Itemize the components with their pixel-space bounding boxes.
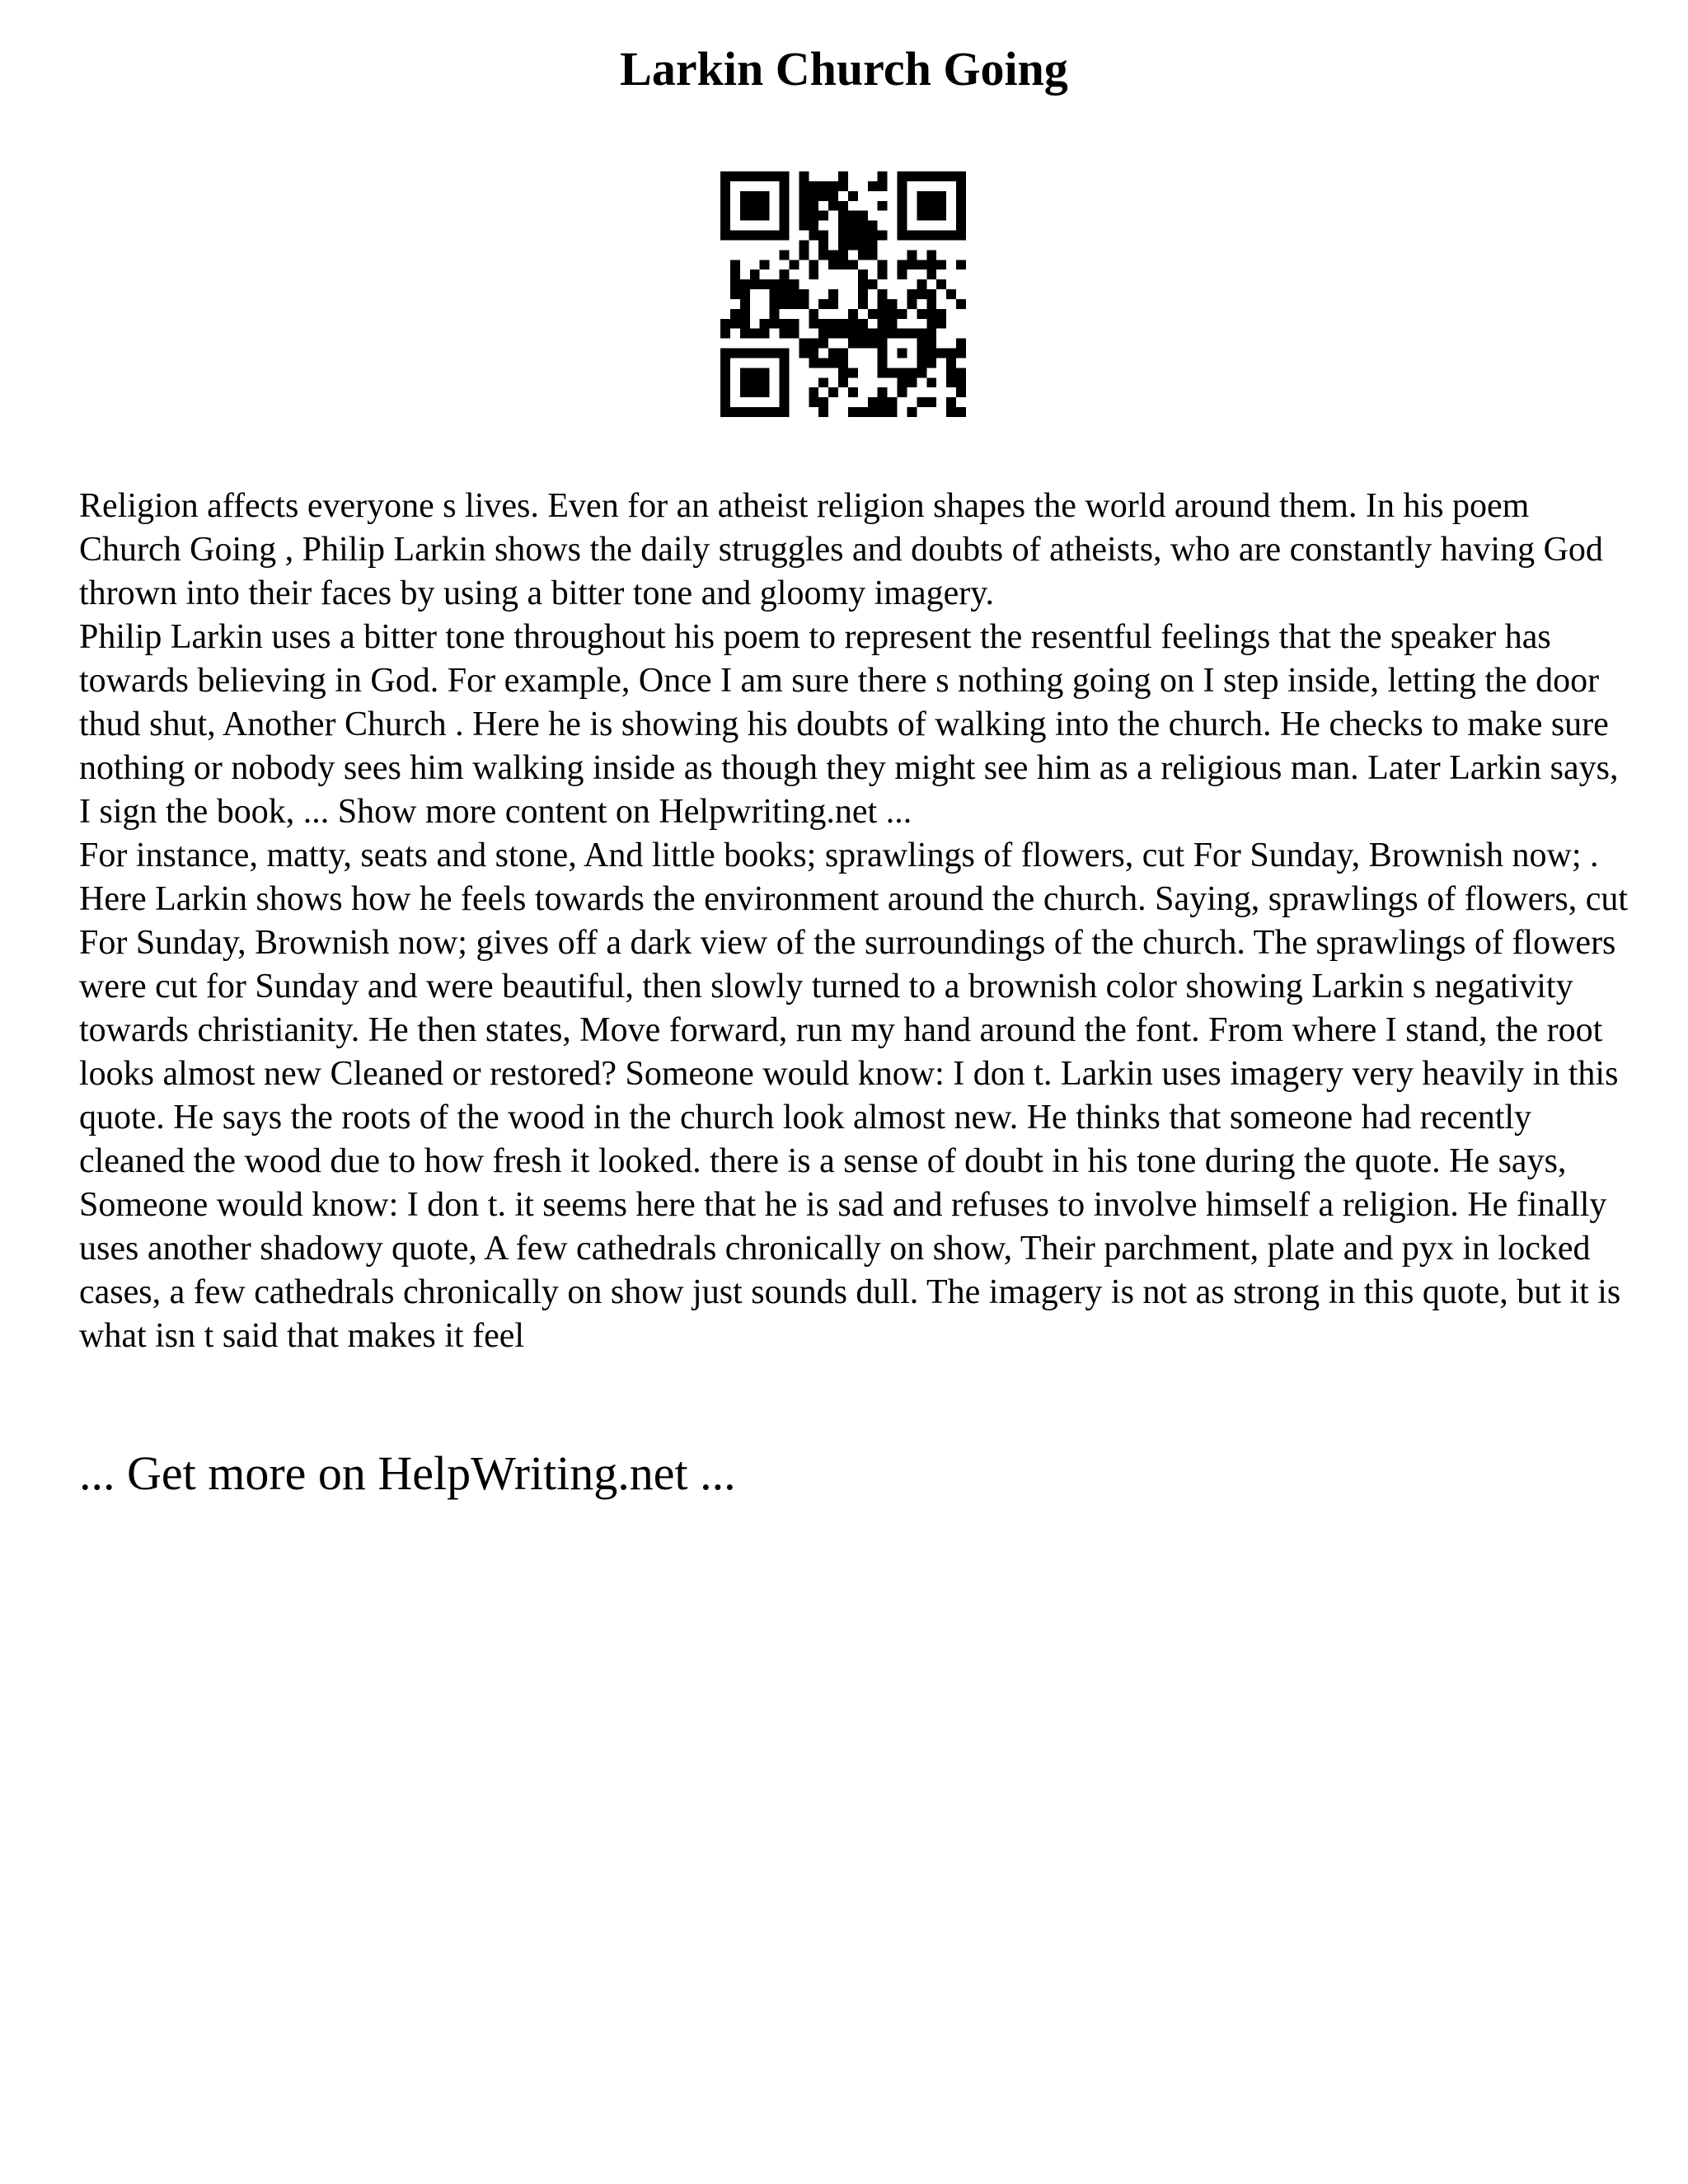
paragraph-intro: Religion affects everyone s lives. Even for an atheist religion shapes the world around them. In his poem Church Going , Philip Larkin shows the daily struggles and doubts of atheists, who are constantly having God thrown into their faces by using a bitter tone and gloomy imagery. xyxy=(79,487,1603,612)
qr-code-icon[interactable] xyxy=(720,171,966,417)
get-more-link[interactable]: ... Get more on HelpWriting.net ... xyxy=(79,1446,736,1500)
qr-code-graphic xyxy=(720,171,966,417)
paragraph-tone: Philip Larkin uses a bitter tone throughout his poem to represent the resentful feelings that the speaker has towards believing in God. For example, Once I am sure there s nothing going on I step inside, letting the door thud shut, Another Church . Here he is showing his doubts of walking into the church. He checks to make sure nothing or nobody sees him walking inside as though they might see him as a religious man. Later Larkin says, I sign the book, ... Show more content on Helpwriting.net ... xyxy=(79,618,1619,831)
paragraph-imagery: For instance, matty, seats and stone, And little books; sprawlings of flowers, cut For Sunday, Brownish now; . Here Larkin shows how he feels towards the environment around the church. Saying, sprawlings of flowers, cut For Sunday, Brownish now; gives off a dark view of the surroundings of the church. The sprawlings of flowers were cut for Sunday and were beautiful, then slowly turned to a brownish color showing Larkin s negativity towards christianity. He then states, Move forward, run my hand around the font. From where I stand, the root looks almost new Cleaned or restored? Someone would know: I don t. Larkin uses imagery very heavily in this quote. He says the roots of the wood in the church look almost new. He thinks that someone had recently cleaned the wood due to how fresh it looked. there is a sense of doubt in his tone during the quote. He says, Someone would know: I don t. it seems here that he is sad and refuses to involve himself a religion. He finally uses another shadowy quote, A few cathedrals chronically on show, Their parchment, plate and pyx in locked cases, a few cathedrals chronically on show just sounds dull. The imagery is not as strong in this quote, but it is what isn t said that makes it feel xyxy=(79,837,1629,1355)
document-title: Larkin Church Going xyxy=(620,42,1068,96)
article-body xyxy=(79,485,1629,1358)
